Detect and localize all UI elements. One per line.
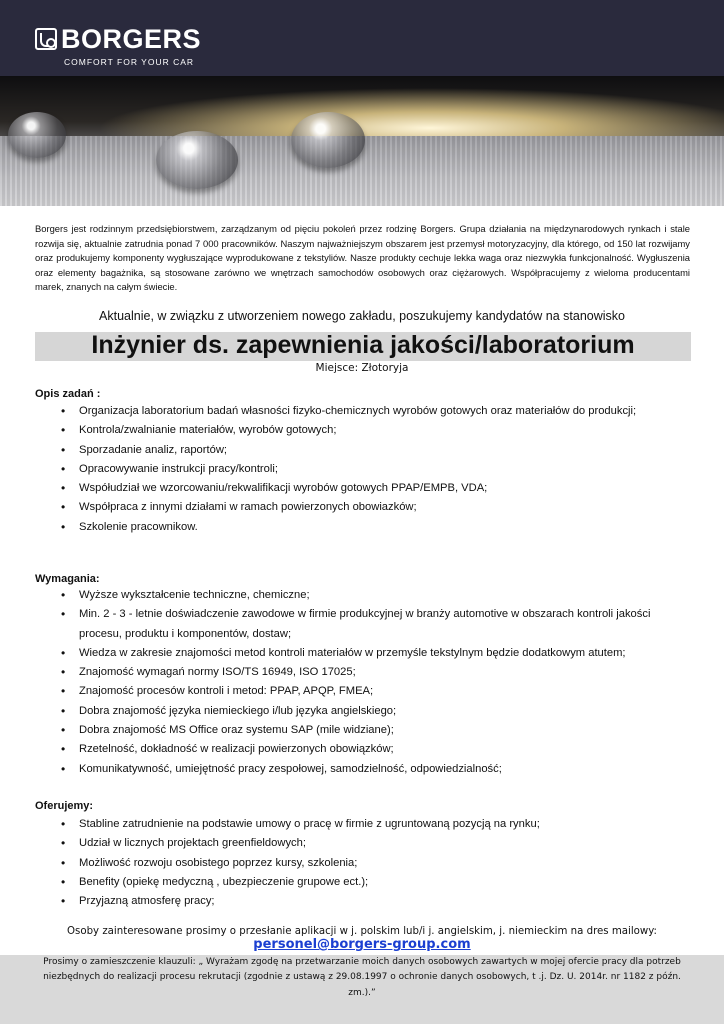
requirements-heading: Wymagania:	[35, 573, 100, 585]
water-drop-right	[291, 112, 365, 168]
b-monogram-icon	[35, 28, 57, 50]
brand-logo	[35, 25, 201, 53]
list-item: • Znajomość wymagań normy ISO/TS 16949, ISO 17025;	[35, 663, 695, 682]
list-item: • Dobra znajomość MS Office oraz systemu SAP (mile widziane);	[35, 721, 695, 740]
duties-heading: Opis zadań :	[35, 388, 101, 400]
offer-list	[35, 815, 695, 911]
duties-list	[35, 402, 695, 537]
list-item: • Współudział we wzorcowaniu/rekwalifikacji wyrobów gotowych PPAP/EMPB, VDA;	[35, 479, 695, 498]
hero-image	[0, 76, 724, 206]
list-item: • Organizacja laboratorium badań własności fizyko-chemicznych wyrobów gotowych oraz materiałów do produkcji;	[35, 402, 695, 421]
list-item: • Stabline zatrudnienie na podstawie umowy o pracę w firmie z ugruntowaną pozycją na rynku;	[35, 815, 695, 834]
brand-tagline: COMFORT FOR YOUR CAR	[64, 57, 195, 67]
list-item: • Współpraca z innymi działami w ramach powierzonych obowiazków;	[35, 498, 695, 517]
list-item: • Dobra znajomość języka niemieckiego i/lub języka angielskiego;	[35, 702, 695, 721]
list-item: • Udział w licznych projektach greenfieldowych;	[35, 834, 695, 853]
list-item: • Sporzadanie analiz, raportów;	[35, 441, 695, 460]
list-item: • Opracowywanie instrukcji pracy/kontroli;	[35, 460, 695, 479]
offer-heading: Oferujemy:	[35, 800, 94, 812]
list-item: • Min. 2 - 3 - letnie doświadczenie zawodowe w firmie produkcyjnej w branży automotive w obszarach kontroli jakości procesu, produktu i komponentów, dostaw;	[35, 605, 695, 644]
company-intro: Borgers jest rodzinnym przedsiębiorstwem, zarządzanym od pięciu pokoleń przez rodzinę Borgers. Grupa działania na międzynarodowych rynkach i stale rozwija się, aktualnie zatrudnia ponad 7 000 pracowników. Naszym najważniejszym obszarem jest przemysł motoryzacyjny, dla którego, od 150 lat rozwijamy oraz produkujemy komponenty wygłuszające wyprodukowane z tekstyliów. Nasze produkty cechuje lekka waga oraz niezwykła funkcjonalność. Wygłuszenia oraz elementy bagażnika, są stosowane zarówno we wnętrzach samochodów osobowych oraz ciężarowych. Współpracujemy z wieloma producentami marek, znanych na całym świecie.	[35, 223, 690, 293]
brand-name: BORGERS	[61, 24, 202, 54]
privacy-clause: Prosimy o zamieszczenie klauzuli: „ Wyrażam zgodę na przetwarzanie moich danych osobowych zawartych w mojej ofercie pracy dla potrzeb niezbędnych do realizacji procesu rekrutacji (zgodnie z ustawą z 29.08.1997 o ochronie danych osobowych, t .j. Dz. U. 2014r. nr 1182 z późn. zm.).”	[43, 957, 681, 998]
job-location: Miejsce: Złotoryja	[315, 362, 409, 374]
list-item: • Kontrola/zwalnianie materiałów, wyrobów gotowych;	[35, 421, 695, 440]
contact-email-link[interactable]: personel@borgers-group.com	[253, 937, 471, 952]
requirements-list	[35, 586, 695, 779]
job-title: Inżynier ds. zapewnienia jakości/laboratorium	[91, 331, 635, 359]
list-item: • Przyjazną atmosferę pracy;	[35, 892, 695, 911]
header-banner	[0, 0, 724, 76]
water-drop-center	[156, 131, 238, 189]
list-item: • Benefity (opiekę medyczną , ubezpieczenie grupowe ect.);	[35, 873, 695, 892]
list-item: • Wiedza w zakresie znajomości metod kontroli materiałów w przemyśle tekstylnym będzie dodatkowym atutem;	[35, 644, 695, 663]
list-item: • Rzetelność, dokładność w realizacji powierzonych obowiązków;	[35, 740, 695, 759]
list-item: • Znajomość procesów kontroli i metod: PPAP, APQP, FMEA;	[35, 682, 695, 701]
list-item: • Wyższe wykształcenie techniczne, chemiczne;	[35, 586, 695, 605]
contact-instructions: Osoby zainteresowane prosimy o przesłanie aplikacji w j. polskim lub/i j. angielskim, j. niemieckim na dres mailowy:	[67, 926, 657, 937]
list-item: • Szkolenie pracownikow.	[35, 518, 695, 537]
list-item: • Możliwość rozwoju osobistego poprzez kursy, szkolenia;	[35, 854, 695, 873]
list-item: • Komunikatywność, umiejętność pracy zespołowej, samodzielność, odpowiedzialność;	[35, 760, 695, 779]
water-drop-left	[8, 112, 66, 158]
position-lead: Aktualnie, w związku z utworzeniem nowego zakładu, poszukujemy kandydatów na stanowisko	[99, 309, 625, 323]
